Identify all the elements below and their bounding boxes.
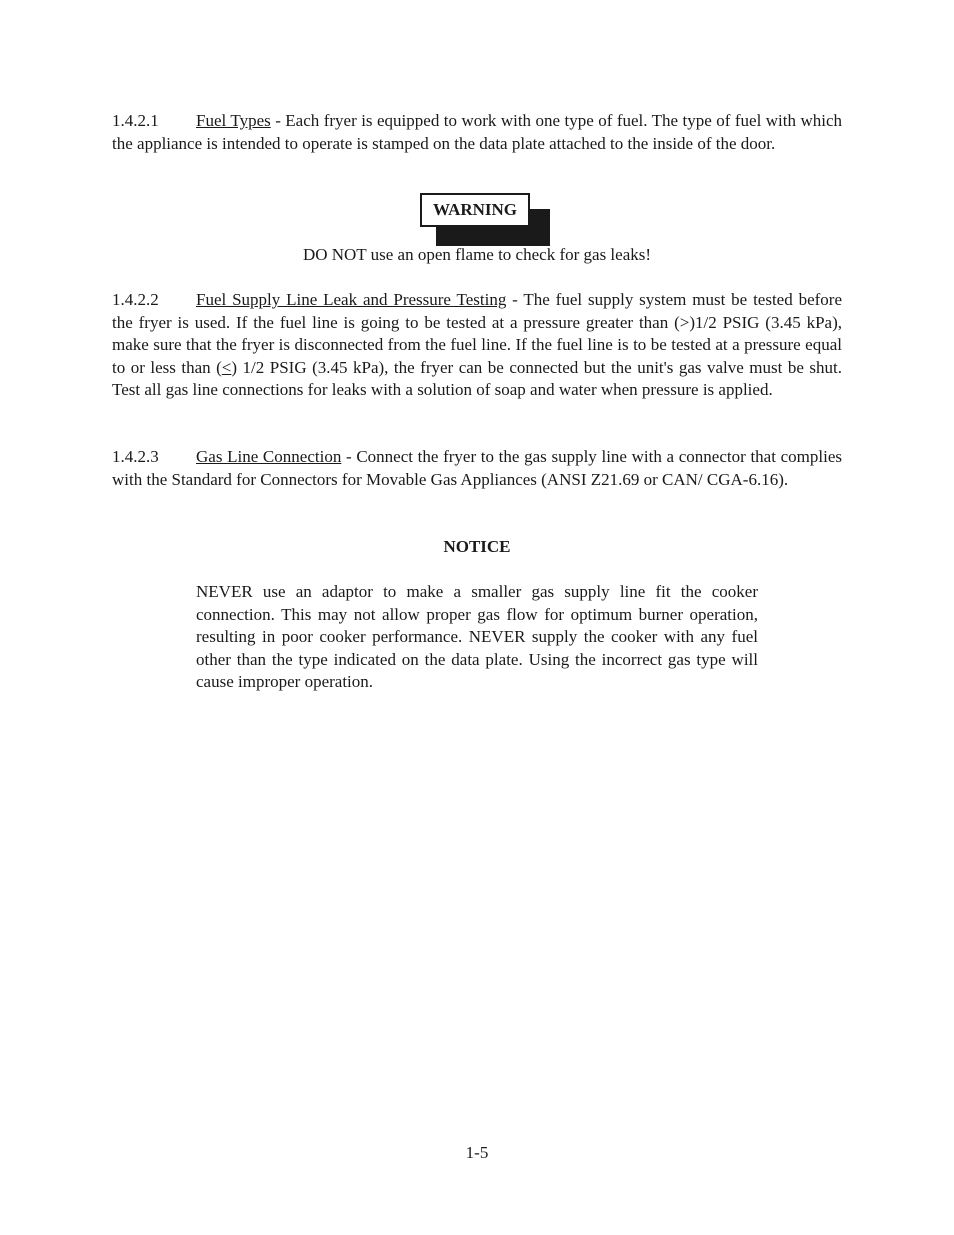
section-heading: Fuel Types <box>196 111 271 130</box>
page-number: 1-5 <box>465 1143 489 1162</box>
section-number: 1.4.2.3 <box>112 447 159 466</box>
section-text: - Connect the fryer to the gas supply line with a connector that complies with the Standard for Connectors for Movable Gas Appliances (ANSI Z21.69 or CAN/ CGA-6.16). <box>112 447 842 489</box>
section-heading: Gas Line Connection <box>196 447 342 466</box>
section-number: 1.4.2.1 <box>112 111 159 130</box>
section-gas-line-connection <box>112 446 842 491</box>
warning-text: DO NOT use an open flame to check for gas leaks! <box>302 245 652 264</box>
section-leak-testing <box>112 289 842 402</box>
warning-label-box <box>420 193 550 246</box>
notice-title: NOTICE <box>443 537 511 556</box>
section-fuel-types <box>112 110 842 155</box>
section-text: - Each fryer is equipped to work with one type of fuel. The type of fuel with which the appliance is intended to operate is stamped on the data plate attached to the inside of the door. <box>112 111 842 153</box>
section-heading: Fuel Supply Line Leak and Pressure Testing <box>196 290 507 309</box>
notice-body: NEVER use an adaptor to make a smaller gas supply line fit the cooker connection. This may not allow proper gas flow for optimum burner operation, resulting in poor cooker performance. NEVER supply the cooker with any fuel other than the type indicated on the data plate. Using the incorrect gas type will cause improper operation. <box>196 582 758 691</box>
warning-label: WARNING <box>420 193 530 227</box>
section-text-a: - The fuel supply system must be tested before the fryer is used. If the fuel line is going to be tested at a pressure greater than (>)1/2 PSIG (3.45 kPa), make sure that the fryer is disconnected from the fuel line. If the fuel line is to be tested at a pressure equal to or less than ( <box>112 290 843 377</box>
section-text-b: ) 1/2 PSIG (3.45 kPa), the fryer can be connected but the unit's gas valve must be shut. Test all gas line connections for leaks with a solution of soap and water when pressure is applied. <box>112 357 842 399</box>
less-equal-symbol: < <box>221 357 232 377</box>
section-number: 1.4.2.2 <box>112 290 159 309</box>
